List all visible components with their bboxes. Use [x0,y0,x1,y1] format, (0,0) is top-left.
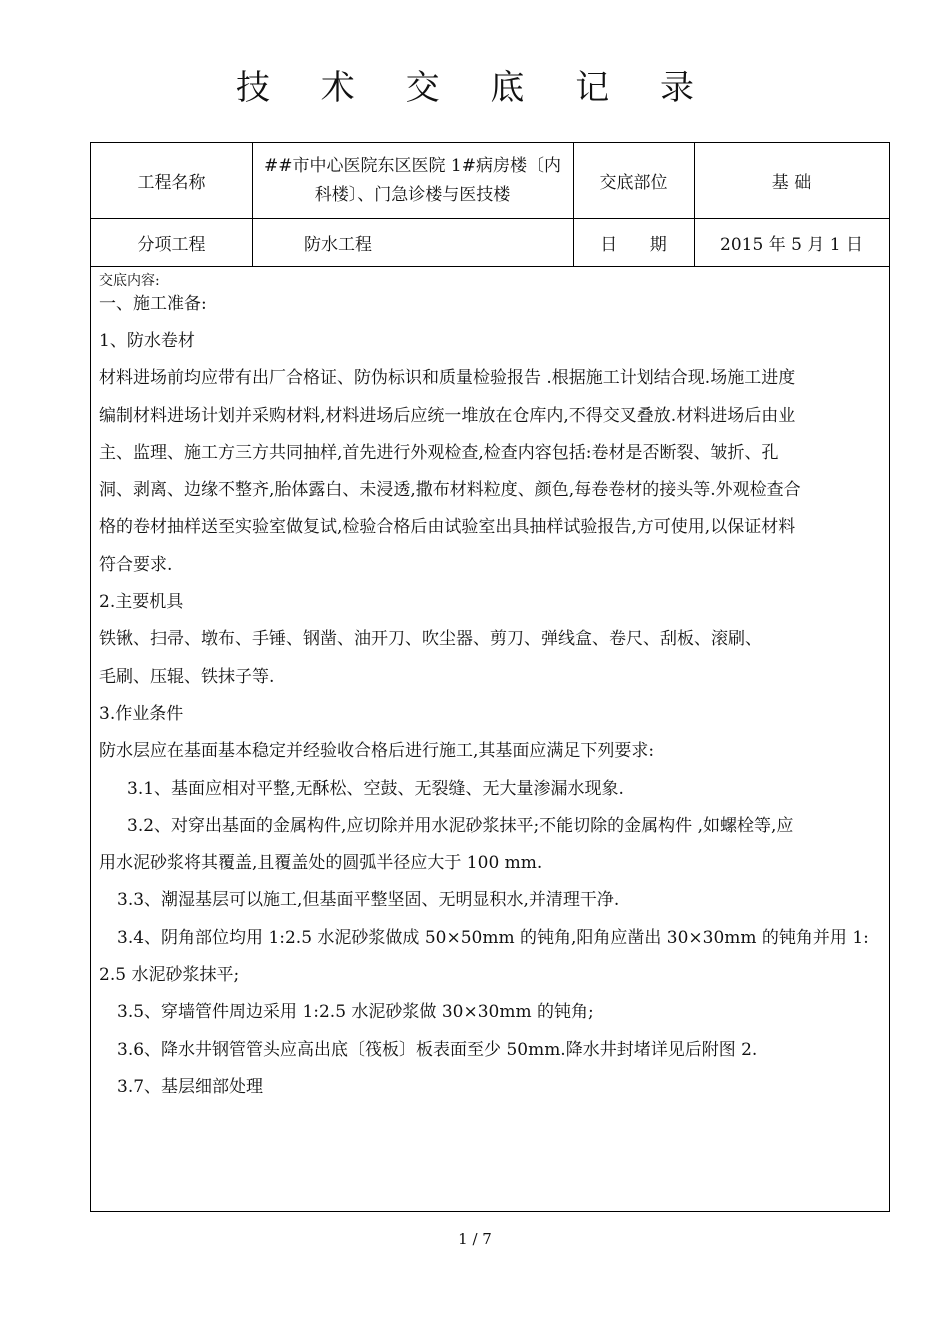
project-name-label: 工程名称 [137,173,206,193]
content-line: 编制材料进场计划并采购材料,材料进场后应统一堆放在仓库内,不得交叉叠放.材料进场后由业 [99,405,796,426]
date-label: 日 期 [600,234,667,255]
content-line: 1、防水卷材 [99,331,195,351]
content-line: 格的卷材抽样送至实验室做复试,检验合格后由试验室出具抽样试验报告,方可使用,以保证材料 [99,517,796,538]
content-label: 交底内容: [99,273,160,289]
content-line: 防水层应在基面基本稳定并经验收合格后进行施工,其基面应满足下列要求: [99,741,655,762]
content-line: 一、施工准备: [99,294,207,314]
content-line: 2.5 水泥砂浆抹平; [99,965,240,986]
content-line: 3.作业条件 [99,703,184,724]
content-line: 主、监理、施工方三方共同抽样,首先进行外观检查,检查内容包括:卷材是否断裂、皱折、孔 [99,442,779,463]
content-line: 铁锹、扫帚、墩布、手锤、钢凿、油开刀、吹尘器、剪刀、弹线盒、卷尺、刮板、滚刷、 [99,629,762,650]
content-line: 用水泥砂浆将其覆盖,且覆盖处的圆弧半径应大于 100 mm. [99,853,543,874]
row-divider [91,266,889,267]
content-line: 毛刷、压辊、铁抹子等. [99,666,275,687]
disclosure-content [99,271,885,1106]
content-line: 3.1、基面应相对平整,无酥松、空鼓、无裂缝、无大量渗漏水现象. [127,778,624,799]
project-name-line1: ##市中心医院东区医院 1#病房楼〔内 [264,155,561,176]
content-line: 3.5、穿墙管件周边采用 1:2.5 水泥砂浆做 30×30mm 的钝角; [117,1002,594,1023]
content-line: 3.3、潮湿基层可以施工,但基面平整坚固、无明显积水,并清理干净. [117,890,620,911]
content-line: 材料进场前均应带有出厂合格证、防伪标识和质量检验报告 .根据施工计划结合现.场施工进度 [99,368,796,389]
location-label: 交底部位 [599,173,668,193]
content-line: 3.7、基层细部处理 [117,1076,264,1097]
page-number: 1 / 7 [458,1230,492,1248]
location-value: 基 础 [771,173,812,193]
subproject-value: 防水工程 [304,234,372,255]
content-line: 3.4、阴角部位均用 1:2.5 水泥砂浆做成 50×50mm 的钝角,阳角应凿出 30×30mm 的钝角并用 1: [117,927,869,948]
project-name-line2: 科楼〕、门急诊楼与医技楼 [314,184,511,205]
content-line: 洞、剥离、边缘不整齐,胎体露白、未浸透,撒布材料粒度、颜色,每卷卷材的接头等.外观检查合 [99,480,801,501]
project-name-value [252,143,573,218]
document-title: 技 术 交 底 记 录 [235,68,715,108]
date-value: 2015 年 5 月 1 日 [720,234,863,255]
subproject-label: 分项工程 [137,234,206,255]
content-line: 3.6、降水井钢管管头应高出底〔筏板〕板表面至少 50mm.降水井封堵详见后附图 2. [117,1039,758,1060]
content-line: 2.主要机具 [99,592,184,613]
content-line: 3.2、对穿出基面的金属构件,应切除并用水泥砂浆抹平;不能切除的金属构件 ,如螺栓等,应 [127,815,794,836]
content-line: 符合要求. [99,554,173,575]
